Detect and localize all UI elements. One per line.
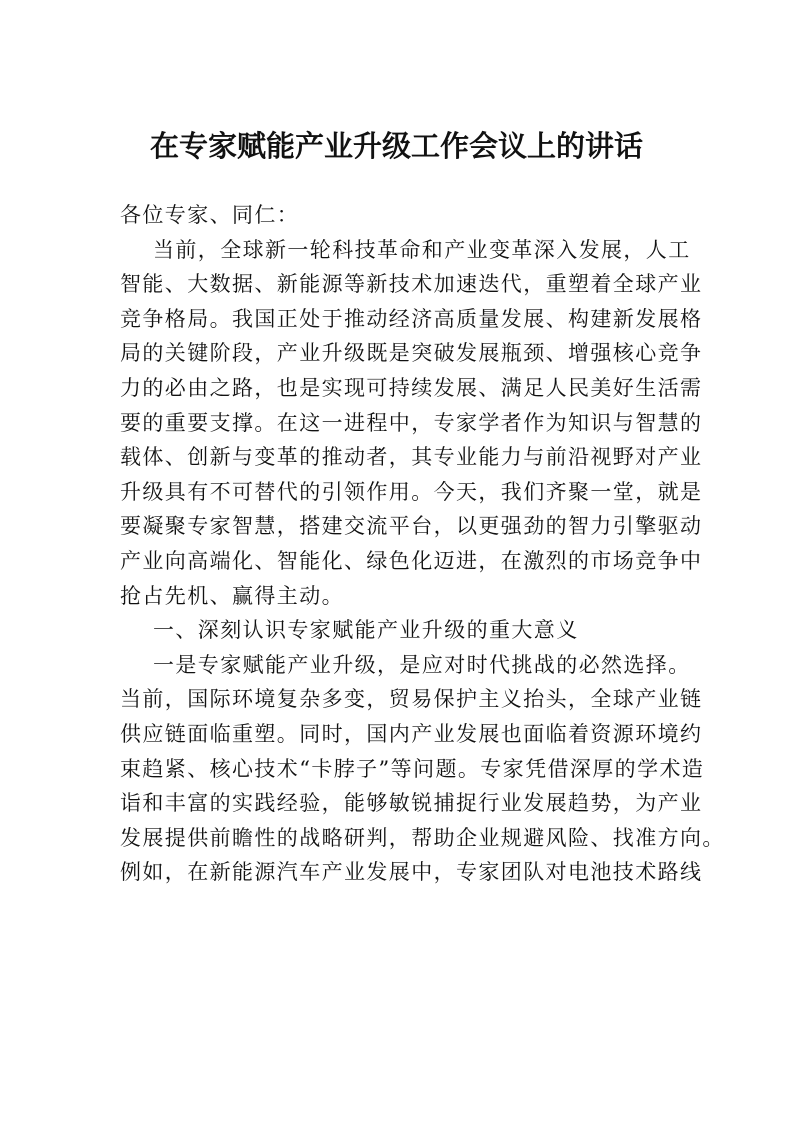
paragraph-line: 当前，国际环境复杂多变，贸易保护主义抬头，全球产业链 (120, 687, 703, 712)
paragraph-line: 一是专家赋能产业升级，是应对时代挑战的必然选择。 (153, 652, 691, 677)
paragraph-line: 局的关键阶段，产业升级既是突破发展瓶颈、增强核心竞争 (120, 341, 703, 366)
paragraph-line: 升级具有不可替代的引领作用。今天，我们齐聚一堂，就是 (120, 479, 703, 504)
paragraph-line: 例如，在新能源汽车产业发展中，专家团队对电池技术路线 (120, 860, 703, 885)
paragraph-line: 力的必由之路，也是实现可持续发展、满足人民美好生活需 (120, 375, 703, 400)
section-heading: 一、深刻认识专家赋能产业升级的重大意义 (153, 618, 579, 643)
document-title: 在专家赋能产业升级工作会议上的讲话 (149, 129, 643, 163)
paragraph-line: 供应链面临重塑。同时，国内产业发展也面临着资源环境约 (120, 721, 703, 746)
salutation-line: 各位专家、同仁： (120, 203, 300, 227)
paragraph-line: 束趋紧、核心技术“卡脖子”等问题。专家凭借深厚的学术造 (120, 756, 705, 781)
paragraph-line: 智能、大数据、新能源等新技术加速迭代，重塑着全球产业 (120, 272, 703, 297)
paragraph-line: 抢占先机、赢得主动。 (120, 583, 344, 608)
paragraph-line: 产业向高端化、智能化、绿色化迈进，在激烈的市场竞争中 (120, 548, 703, 573)
paragraph-line: 当前，全球新一轮科技革命和产业变革深入发展，人工 (153, 237, 691, 262)
paragraph-line: 要的重要支撑。在这一进程中，专家学者作为知识与智慧的 (120, 410, 703, 435)
document-body (120, 198, 725, 890)
paragraph-line: 发展提供前瞻性的战略研判，帮助企业规避风险、找准方向。 (120, 825, 725, 850)
paragraph-line: 竞争格局。我国正处于推动经济高质量发展、构建新发展格 (120, 306, 703, 331)
paragraph-line: 要凝聚专家智慧，搭建交流平台，以更强劲的智力引擎驱动 (120, 514, 703, 539)
paragraph-line: 诣和丰富的实践经验，能够敏锐捕捉行业发展趋势，为产业 (120, 791, 703, 816)
paragraph-line: 载体、创新与变革的推动者，其专业能力与前沿视野对产业 (120, 445, 703, 470)
